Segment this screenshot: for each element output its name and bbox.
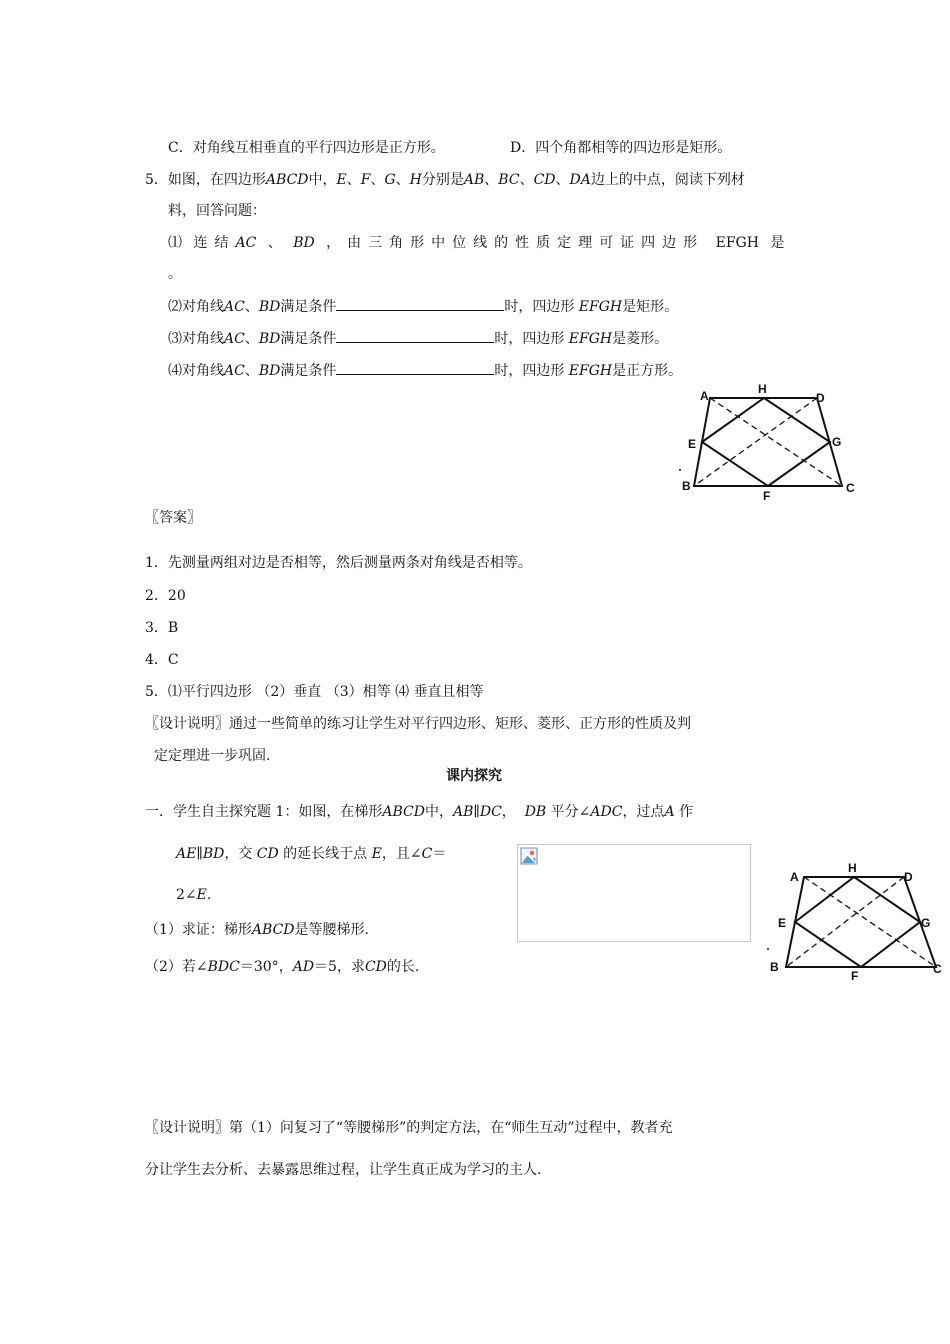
answer-4: 4．C — [145, 652, 179, 668]
label-b: B — [682, 479, 691, 493]
option-c-text: C．对角线互相垂直的平行四边形是正方形。 — [168, 140, 445, 156]
explore-line-3: 2∠E. — [176, 887, 212, 903]
explore-line-2: AE∥BD，交 CD 的延长线于点 E，且∠C＝ — [176, 846, 447, 862]
q5-part-1-end: 。 — [168, 266, 182, 282]
answer-blank[interactable] — [336, 360, 494, 375]
trapezoid-figure-2 — [764, 857, 950, 981]
label-d: D — [904, 870, 913, 884]
answer-3: 3．B — [145, 620, 179, 636]
label-c: C — [933, 962, 942, 976]
q5-part-1: ⑴ 连结AC 、 BD ，由三角形中位线的性质定理可证四边形 EFGH 是 — [168, 235, 785, 251]
label-h: H — [758, 382, 767, 396]
label-f: F — [763, 489, 771, 502]
stray-dot — [679, 469, 681, 471]
trapezoid-outline — [694, 398, 842, 486]
q5-part-3: ⑶对角线AC、BD满足条件 时，四边形 EFGH是菱形。 — [168, 328, 668, 349]
answer-blank[interactable] — [336, 296, 504, 311]
label-g: G — [832, 435, 842, 449]
label-a: A — [790, 870, 799, 884]
option-d-text: D．四个角都相等的四边形是矩形。 — [510, 140, 732, 156]
label-e: E — [688, 437, 697, 451]
trapezoid-figure — [672, 378, 872, 502]
q5-intro: 5．如图，在四边形ABCD中，E、F、G、H分别是AB、BC、CD、DA边上的中点，阅读下列材 — [145, 172, 745, 188]
explore-question-2: （2）若∠BDC＝30°，AD＝5，求CD的长. — [145, 959, 420, 975]
stray-dot — [767, 948, 769, 950]
diagonal-ac-2 — [804, 877, 936, 967]
broken-image-placeholder — [517, 844, 751, 942]
design-note-1-line-1: 〖设计说明〗通过一些简单的练习让学生对平行四边形、矩形、菱形、正方形的性质及判 — [145, 716, 691, 732]
diagonal-ac — [710, 398, 842, 486]
design-note-1-line-2: 定定理进一步巩固. — [154, 748, 271, 764]
design-note-2-line-1: 〖设计说明〗第（1）问复习了“等腰梯形”的判定方法，在“师生互动”过程中，教者充 — [145, 1120, 673, 1136]
label-e: E — [778, 916, 787, 930]
rhombus-efgh — [702, 398, 830, 486]
diagonal-bd — [694, 398, 817, 486]
design-note-2-line-2: 分让学生去分析、去暴露思维过程，让学生真正成为学习的主人. — [145, 1162, 542, 1178]
q5-intro-cont: 料，回答问题： — [168, 203, 266, 219]
label-c: C — [846, 481, 855, 495]
answers-heading: 〖答案〗 — [145, 510, 201, 526]
label-a: A — [700, 389, 709, 403]
label-h: H — [848, 861, 857, 875]
explore-line-1: 一．学生自主探究题 1：如图，在梯形ABCD中，AB∥DC， DB 平分∠ADC，过点A 作 — [145, 804, 694, 820]
label-b: B — [770, 960, 779, 974]
q5-part-4: ⑷对角线AC、BD满足条件 时，四边形 EFGH是正方形。 — [168, 360, 682, 381]
section-title: 课内探究 — [446, 768, 502, 784]
q4-option-c — [168, 138, 445, 158]
explore-question-1: （1）求证：梯形ABCD是等腰梯形. — [145, 922, 369, 938]
diagonal-bd-2 — [786, 877, 904, 967]
label-f: F — [851, 969, 859, 981]
label-d: D — [816, 391, 825, 405]
answer-blank[interactable] — [336, 328, 494, 343]
q4-option-d — [510, 138, 731, 158]
broken-image-icon — [520, 847, 538, 865]
answer-1: 1．先测量两组对边是否相等，然后测量两条对角线是否相等。 — [145, 555, 532, 571]
q5-part-2: ⑵对角线AC、BD满足条件 时，四边形 EFGH是矩形。 — [168, 296, 678, 317]
trapezoid-outline-2 — [786, 877, 936, 967]
answer-5: 5．⑴平行四边形 （2）垂直 （3）相等 ⑷ 垂直且相等 — [145, 684, 484, 700]
label-g: G — [921, 916, 931, 930]
rhombus-efgh-2 — [795, 877, 920, 967]
answer-2: 2．20 — [145, 588, 186, 604]
